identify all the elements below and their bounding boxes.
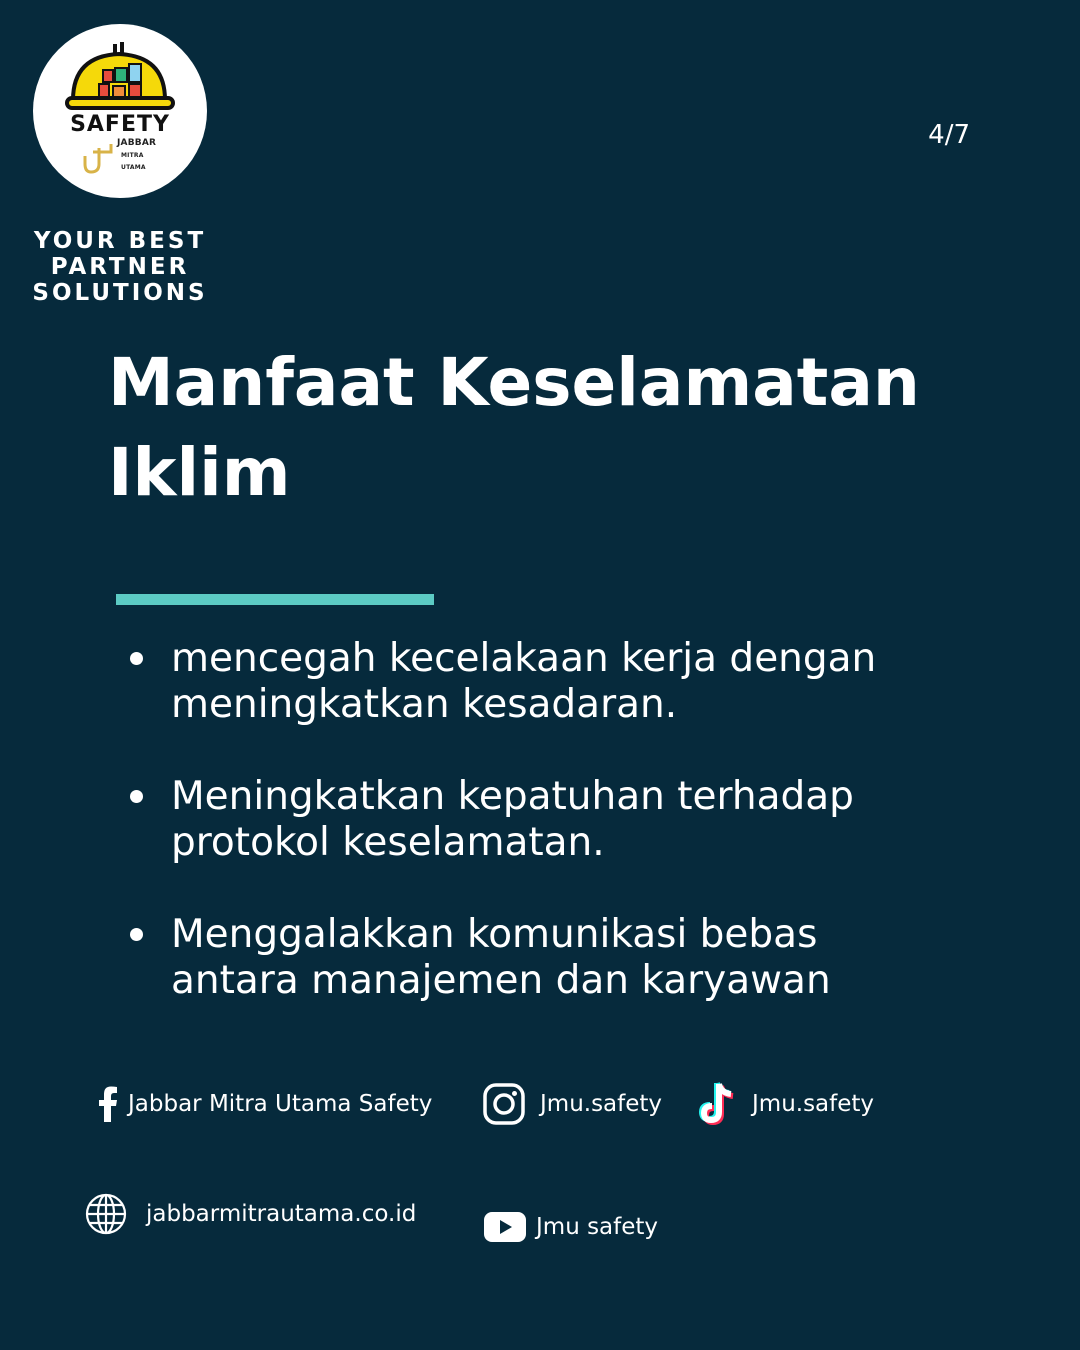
tiktok-icon — [695, 1080, 739, 1128]
facebook-icon — [98, 1086, 118, 1122]
tiktok-link[interactable] — [695, 1080, 874, 1128]
instagram-icon — [483, 1083, 525, 1125]
youtube-label: Jmu safety — [536, 1214, 659, 1240]
website-link[interactable] — [85, 1193, 416, 1235]
list-item-line: Meningkatkan kepatuhan terhadap — [171, 774, 854, 819]
logo-sub-1: JABBAR — [117, 138, 157, 148]
list-item — [126, 912, 1006, 1004]
accent-divider — [116, 594, 434, 605]
tagline-line-3: SOLUTIONS — [32, 280, 208, 306]
facebook-link[interactable] — [98, 1086, 432, 1122]
instagram-link[interactable] — [483, 1083, 662, 1125]
company-logo — [33, 24, 207, 198]
tagline-line-1: YOUR BEST — [33, 228, 207, 254]
helmet-icon — [33, 24, 207, 198]
globe-icon — [85, 1193, 127, 1235]
list-item-line: meningkatkan kesadaran. — [171, 682, 678, 727]
list-item-line: mencegah kecelakaan kerja dengan — [171, 636, 877, 681]
list-item-line: antara manajemen dan karyawan — [171, 958, 831, 1003]
page-title — [108, 338, 988, 518]
tiktok-label: Jmu.safety — [752, 1091, 875, 1117]
list-item-line: Menggalakkan komunikasi bebas — [171, 912, 818, 957]
logo-sub-2: MITRA — [121, 152, 144, 159]
logo-wordmark: SAFETY — [70, 112, 170, 137]
bullet-dot — [130, 652, 143, 665]
list-item — [126, 636, 1006, 728]
instagram-label: Jmu.safety — [540, 1091, 663, 1117]
youtube-link[interactable] — [484, 1212, 658, 1242]
bullet-dot — [130, 928, 143, 941]
list-item — [126, 774, 1006, 866]
youtube-icon — [484, 1212, 526, 1242]
benefit-list — [126, 636, 1006, 1050]
page-indicator: 4/7 — [928, 120, 970, 150]
list-item-line: protokol keselamatan. — [171, 820, 605, 865]
title-line-2: Iklim — [108, 434, 291, 511]
website-label: jabbarmitrautama.co.id — [146, 1201, 417, 1227]
tagline — [20, 228, 220, 306]
title-line-1: Manfaat Keselamatan — [108, 344, 920, 421]
logo-sub-3: UTAMA — [121, 164, 146, 171]
bullet-dot — [130, 790, 143, 803]
facebook-label: Jabbar Mitra Utama Safety — [128, 1091, 433, 1117]
tagline-line-2: PARTNER — [50, 254, 190, 280]
